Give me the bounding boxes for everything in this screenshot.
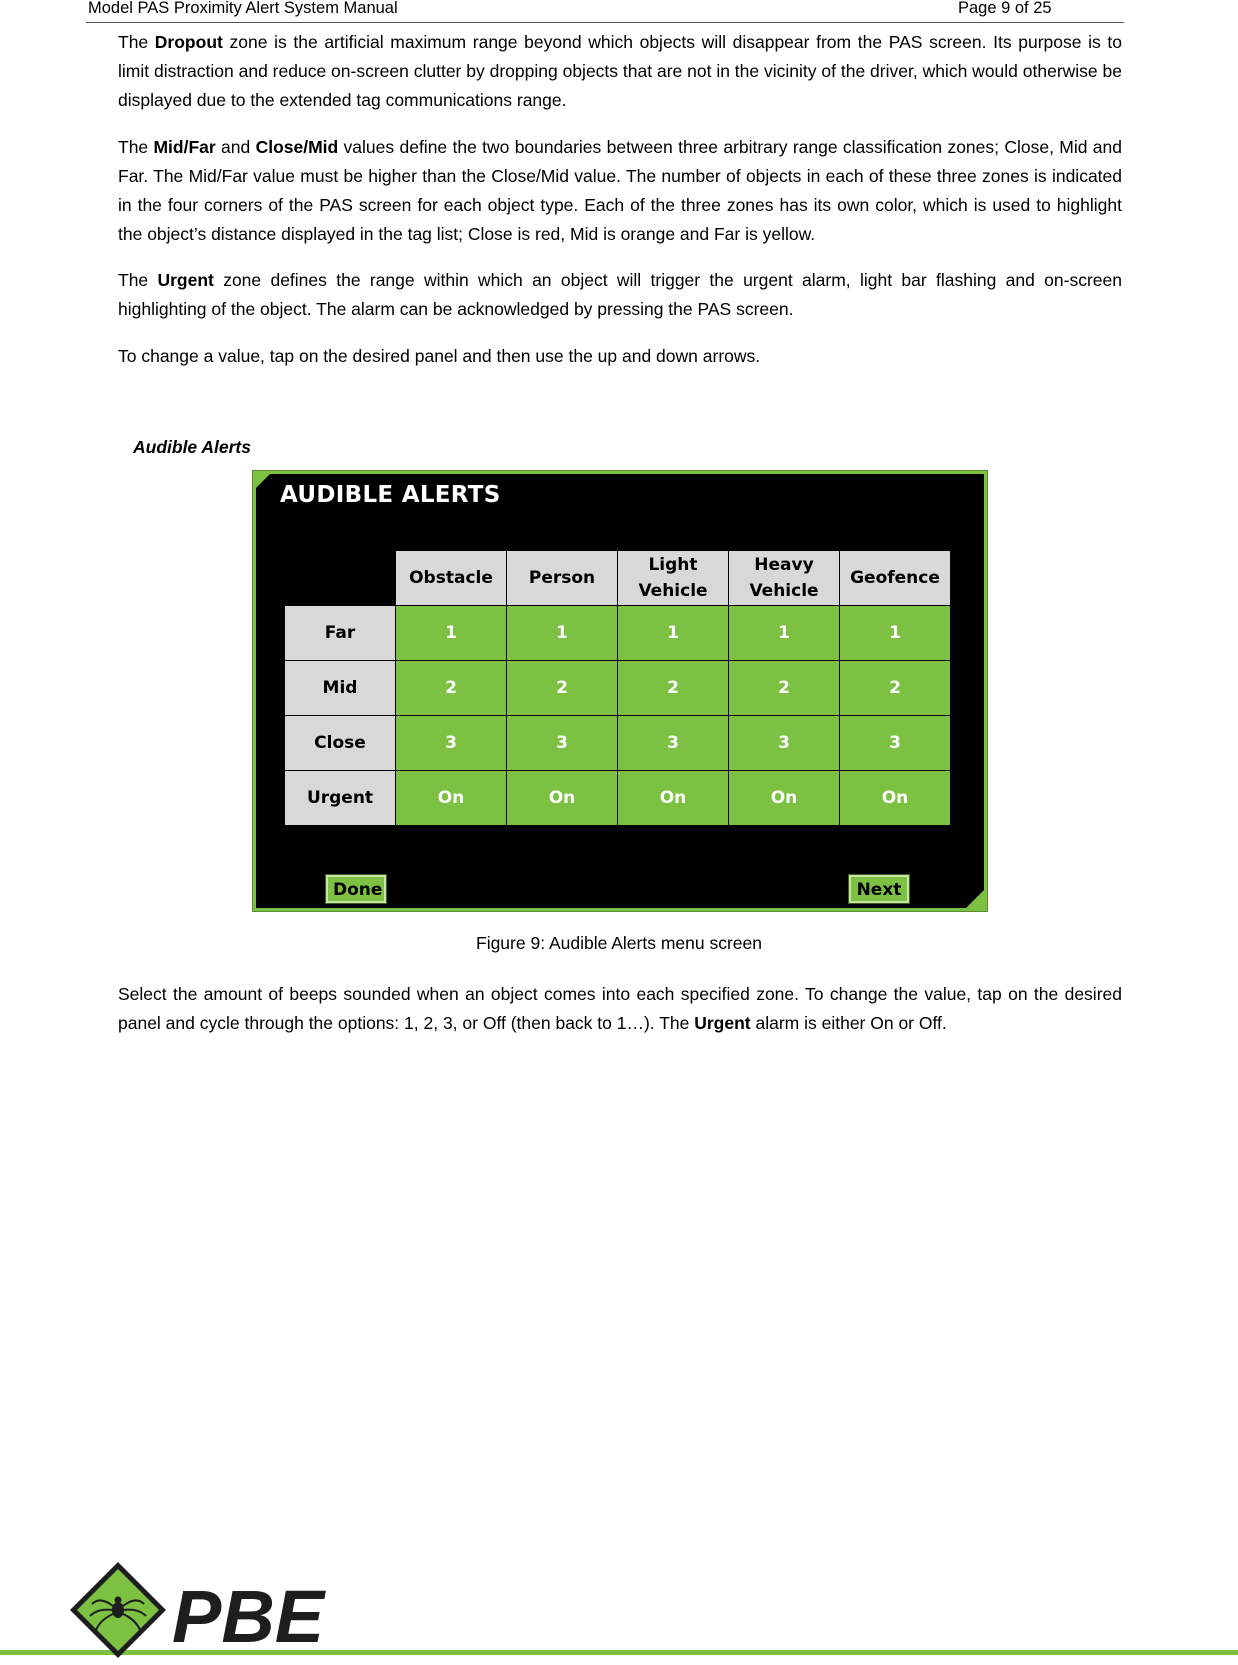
page-number: Page 9 of 25 [958, 0, 1052, 17]
pbe-logo [68, 1560, 348, 1665]
text-run: alarm is either On or Off. [750, 1013, 947, 1033]
text-run: Select the amount of beeps sounded when an object comes into each specified zone. To change the value, tap on the desired panel and cycle through the options: 1, 2, 3, or Off (then back to 1…). The [118, 984, 1122, 1033]
column-header-obstacle: Obstacle [396, 551, 507, 606]
far-heavy-vehicle-panel[interactable]: 1 [729, 606, 840, 661]
close-light-vehicle-panel[interactable]: 3 [618, 716, 729, 771]
term-mid-far: Mid/Far [153, 137, 216, 157]
done-button[interactable]: Done [326, 875, 386, 903]
far-obstacle-panel[interactable]: 1 [396, 606, 507, 661]
paragraph-change-value: To change a value, tap on the desired panel and then use the up and down arrows. [118, 346, 761, 366]
mid-light-vehicle-panel[interactable]: 2 [618, 661, 729, 716]
row-header-urgent: Urgent [285, 771, 396, 826]
row-header-mid: Mid [285, 661, 396, 716]
urgent-person-panel[interactable]: On [507, 771, 618, 826]
urgent-obstacle-panel[interactable]: On [396, 771, 507, 826]
close-geofence-panel[interactable]: 3 [840, 716, 951, 771]
far-light-vehicle-panel[interactable]: 1 [618, 606, 729, 661]
far-geofence-panel[interactable]: 1 [840, 606, 951, 661]
close-obstacle-panel[interactable]: 3 [396, 716, 507, 771]
close-person-panel[interactable]: 3 [507, 716, 618, 771]
figure-caption: Figure 9: Audible Alerts menu screen [476, 933, 762, 953]
manual-title: Model PAS Proximity Alert System Manual [88, 0, 398, 17]
audible-alerts-screen [253, 471, 987, 911]
next-button[interactable]: Next [849, 875, 909, 903]
close-heavy-vehicle-panel[interactable]: 3 [729, 716, 840, 771]
column-header-geofence: Geofence [840, 551, 951, 606]
column-header-person: Person [507, 551, 618, 606]
paragraph-select-beeps [118, 980, 1122, 1038]
term-urgent: Urgent [157, 270, 214, 290]
alerts-grid [284, 550, 951, 826]
text-run: The [118, 137, 154, 157]
mid-heavy-vehicle-panel[interactable]: 2 [729, 661, 840, 716]
text-run: zone is the artificial maximum range beyond which objects will disappear from the PAS screen. Its purpose is to limit distraction and reduce on-screen clutter by dropping objects that are not in the vicinity of the driver, which would otherwise be displayed due to the extended tag communications range. [118, 32, 1122, 110]
page-header [86, 0, 1124, 23]
text-run: values define the two boundaries between three arbitrary range classification zones; Close, Mid and Far. The Mid/Far value must be higher than the Close/Mid value. The number of objects in each of these three zones is indicated in the four corners of the PAS screen for each object type. Each of the three zones has its own color, which is used to highlight the object’s distance displayed in the tag list; Close is red, Mid is orange and Far is yellow. [118, 137, 1122, 244]
corner-marker [966, 890, 984, 908]
grid-row-far [285, 606, 951, 661]
term-close-mid: Close/Mid [255, 137, 339, 157]
text-run: zone defines the range within which an object will trigger the urgent alarm, light bar flashing and on-screen highlighting of the object. The alarm can be acknowledged by pressing the PAS screen. [118, 270, 1122, 319]
mid-person-panel[interactable]: 2 [507, 661, 618, 716]
text-run: The [118, 270, 158, 290]
paragraph-urgent [118, 266, 1122, 324]
logo-diamond-icon [70, 1562, 166, 1658]
mid-obstacle-panel[interactable]: 2 [396, 661, 507, 716]
urgent-heavy-vehicle-panel[interactable]: On [729, 771, 840, 826]
row-header-far: Far [285, 606, 396, 661]
section-label: Audible Alerts [133, 437, 251, 457]
column-header-light-vehicle: Light Vehicle [618, 551, 729, 606]
screen-title: AUDIBLE ALERTS [280, 482, 501, 508]
logo-wordmark: PBE [172, 1575, 325, 1658]
paragraph-dropout [118, 28, 1122, 115]
text-run: The [118, 32, 155, 52]
column-header-heavy-vehicle: Heavy Vehicle [729, 551, 840, 606]
far-person-panel[interactable]: 1 [507, 606, 618, 661]
grid-row-urgent [285, 771, 951, 826]
row-header-close: Close [285, 716, 396, 771]
urgent-light-vehicle-panel[interactable]: On [618, 771, 729, 826]
urgent-geofence-panel[interactable]: On [840, 771, 951, 826]
corner-marker [256, 474, 270, 488]
text-run: and [215, 137, 256, 157]
paragraph-mid-far [118, 133, 1122, 249]
grid-row-mid [285, 661, 951, 716]
term-dropout: Dropout [154, 32, 223, 52]
grid-row-close [285, 716, 951, 771]
grid-header-row [285, 551, 951, 606]
grid-corner [285, 551, 396, 606]
mid-geofence-panel[interactable]: 2 [840, 661, 951, 716]
term-urgent: Urgent [694, 1013, 751, 1033]
